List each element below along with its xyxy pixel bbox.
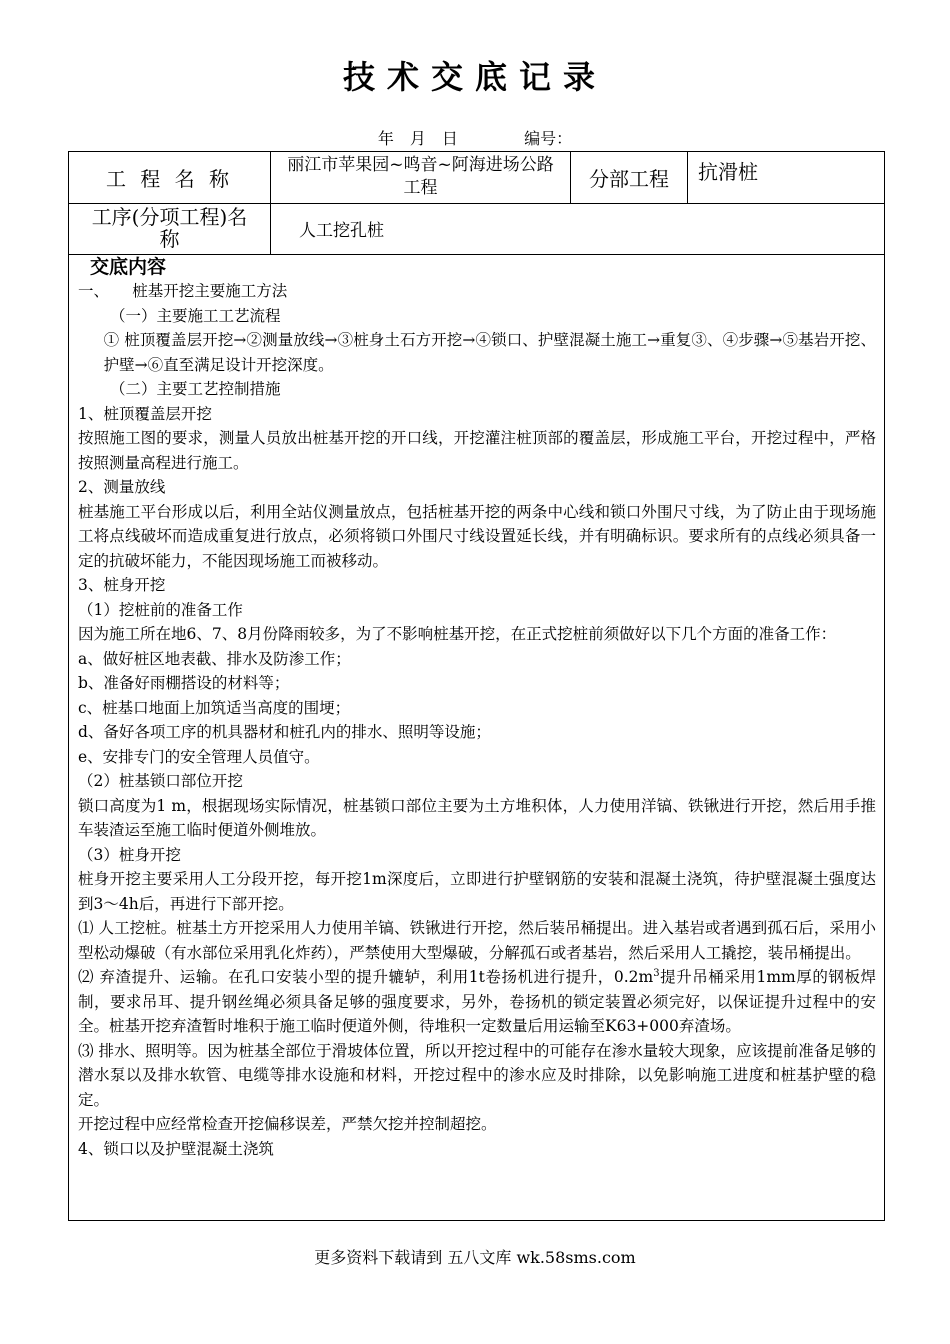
- disclosure-content: [69, 255, 884, 1161]
- content-paragraph: a、做好桩区地表截、排水及防渗工作；: [78, 649, 351, 668]
- header-row-project: [69, 152, 884, 204]
- content-paragraph: （二）主要工艺控制措施: [110, 380, 281, 398]
- content-heading: 交底内容: [90, 256, 167, 278]
- footer-note: 更多资料下载请到 五八文库 wk.58sms.com: [314, 1248, 636, 1267]
- process-value: 人工挖孔桩: [299, 221, 384, 241]
- content-paragraph: [78, 965, 876, 1039]
- sub-project-value: 抗滑桩: [698, 160, 758, 184]
- content-paragraph: 桩身开挖主要采用人工分段开挖，每开挖1m深度后，立即进行护壁钢筋的安装和混凝土浇筑，待护壁混凝土强度达到3～4h后，再进行下部开挖。: [78, 870, 876, 913]
- header-row-process: [69, 203, 884, 255]
- content-paragraph: ⑶ 排水、照明等。因为桩基全部位于滑坡体位置，所以开挖过程中的可能存在渗水量较大现象，应该提前准备足够的潜水泵以及排水软管、电缆等排水设施和材料，开挖过程中的渗水应及时排除，以免影响施工进度和桩基护壁的稳定。: [78, 1041, 876, 1109]
- content-paragraph: （一）主要施工工艺流程: [110, 306, 281, 325]
- content-paragraph: c、桩基口地面上加筑适当高度的围埂；: [78, 698, 351, 717]
- date-label: 年 月 日: [377, 129, 458, 148]
- content-paragraph: d、备好各项工序的机具器材和桩孔内的排水、照明等设施；: [78, 723, 491, 741]
- content-paragraph: （2）桩基锁口部位开挖: [78, 772, 243, 790]
- date-number-line: [0, 126, 950, 149]
- content-paragraph: 按照施工图的要求，测量人员放出桩基开挖的开口线，开挖灌注桩顶部的覆盖层，形成施工平台，开挖过程中，严格按照测量高程进行施工。: [78, 429, 876, 472]
- process-label: [69, 203, 271, 254]
- paragraph-text: 提升吊桶采用1mm厚的钢板焊制，要求吊耳、提升钢丝绳必须具备足够的强度要求，另外，卷扬机的锁定装置必须完好，以保证提升过程中的安全。桩基开挖弃渣暂时堆积于施工临时便道外侧，待堆积一定数量后用运输至K63+000弃渣场。: [78, 968, 877, 1035]
- content-paragraph: （3）桩身开挖: [78, 845, 181, 864]
- content-paragraph: b、准备好雨棚搭设的材料等；: [78, 674, 290, 692]
- process-label-line2: 称: [159, 227, 180, 251]
- content-paragraph: 3、桩身开挖: [78, 576, 166, 594]
- content-paragraph: 因为施工所在地6、7、8月份降雨较多，为了不影响桩基开挖，在正式挖桩前须做好以下几个方面的准备工作：: [78, 625, 837, 643]
- content-paragraph: 一、 桩基开挖主要施工方法: [78, 282, 288, 300]
- record-table: [68, 151, 885, 1221]
- content-paragraph: e、安排专门的安全管理人员值守。: [78, 747, 320, 766]
- content-paragraph: （1）挖桩前的准备工作: [78, 600, 243, 619]
- project-name-line1: 丽江市苹果园~鸣音~阿海进场公路: [287, 155, 554, 175]
- superscript: 3: [653, 967, 660, 979]
- content-paragraph: 4、锁口以及护壁混凝土浇筑: [78, 1139, 274, 1158]
- sub-project-label: 分部工程: [571, 152, 688, 203]
- content-paragraph: 开挖过程中应经常检查开挖偏移误差，严禁欠挖并控制超挖。: [78, 1115, 497, 1133]
- paragraph-list: [78, 279, 876, 1161]
- document-title: 技术交底记录: [342, 58, 607, 96]
- content-paragraph: 锁口高度为1 m，根据现场实际情况，桩基锁口部位主要为土方堆积体，人力使用洋镐、铁锹进行开挖，然后用手推车装渣运至施工临时便道外侧堆放。: [78, 796, 876, 839]
- project-name-value: [271, 152, 571, 203]
- project-name-label: 工 程 名 称: [69, 152, 271, 203]
- content-paragraph: ⑴ 人工挖桩。桩基土方开挖采用人力使用羊镐、铁锹进行开挖，然后装吊桶提出。进入基岩或者遇到孤石后，采用小型松动爆破（有水部位采用乳化炸药），严禁使用大型爆破，分解孤石或者基岩，然后采用人工撬挖，装吊桶提出。: [78, 919, 876, 962]
- number-label: 编号：: [524, 129, 573, 148]
- process-label-line1: 工序(分项工程)名: [91, 205, 248, 229]
- project-name-line2: 工程: [403, 178, 438, 198]
- content-paragraph: ① 桩顶覆盖层开挖→②测量放线→③桩身土石方开挖→④锁口、护壁混凝土施工→重复③、④步骤→⑤基岩开挖、护壁→⑥直至满足设计开挖深度。: [103, 331, 876, 374]
- paragraph-text: ⑵ 弃渣提升、运输。在孔口安装小型的提升辘轳，利用1t卷扬机进行提升，0.2m: [78, 968, 654, 986]
- content-paragraph: 2、测量放线: [78, 478, 166, 496]
- content-paragraph: 1、桩顶覆盖层开挖: [78, 404, 212, 423]
- content-paragraph: 桩基施工平台形成以后，利用全站仪测量放点，包括桩基开挖的两条中心线和锁口外围尺寸线，为了防止由于现场施工将点线破坏而造成重复进行放点，必须将锁口外围尺寸线设置延长线，并有明确标识。要求所有的点线必须具备一定的抗破坏能力，不能因现场施工而被移动。: [78, 502, 876, 570]
